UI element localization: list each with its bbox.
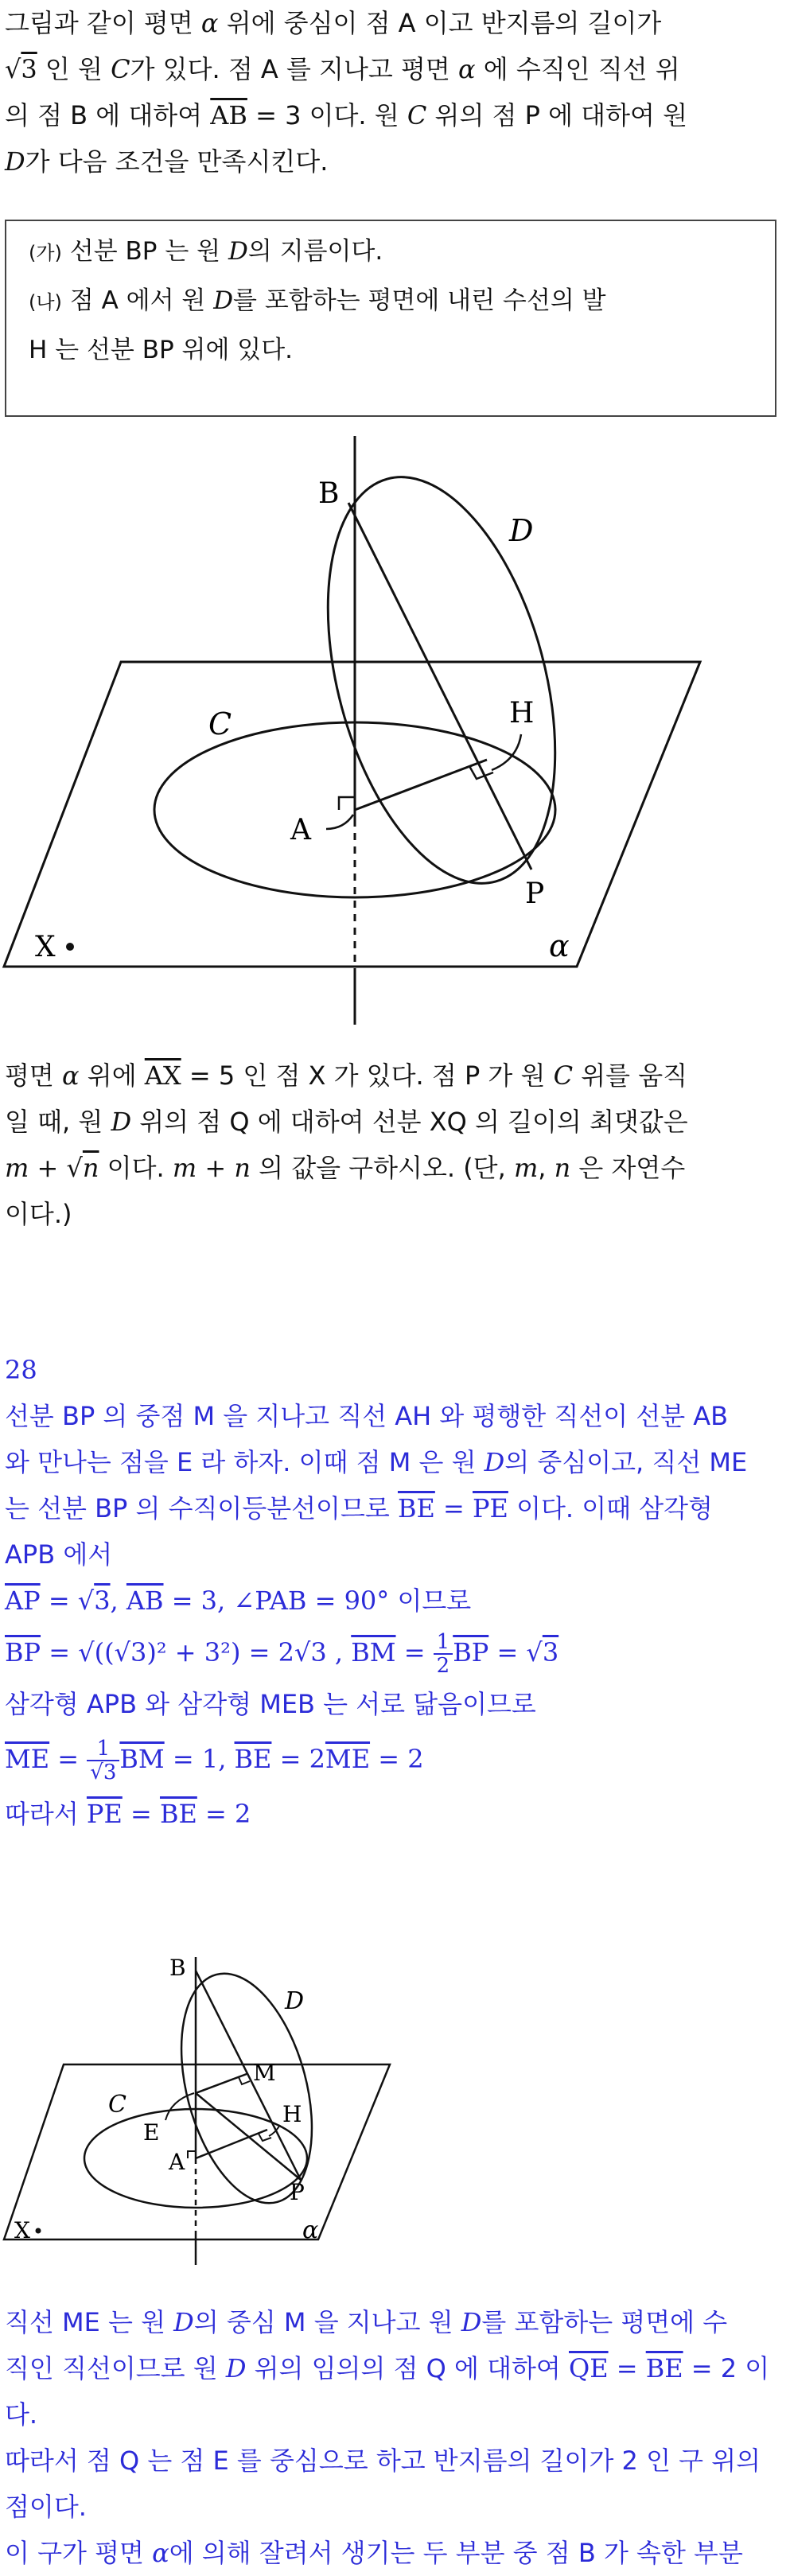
solution-line-3: 는 선분 BP 의 수직이등분선이므로 $\overline{BE} = \overline{PE}$ 이다. 이때 삼각형 [5,1493,713,1523]
label-C-2: C [108,2091,126,2119]
label-P-2: P [290,2179,305,2205]
solution-line-6: $\overline{BP} = √((√3)^2 + 3^2) = 2√3$ , $\overline{BM}$ = $\frac{1}{2}$ $\overline{BP} = √3$ [5,1630,559,1678]
circle-D [288,452,596,908]
question-text [5,1053,784,1237]
solution-line-7: 삼각형 APB 와 삼각형 MEB 는 서로 닮음이므로 [5,1689,536,1719]
problem-line-3: 의 점 B 에 대하여 $\overline{AB} = 3$ 이다. 원 C 위의 점 P 에 대하여 원 [5,100,687,130]
solution-text [5,1347,784,1837]
label-X-2: X [14,2217,30,2243]
solution-line-12: 다. [5,2399,38,2430]
plane-alpha-2 [4,2064,390,2239]
question-line-1: 평면 α 위에 $\overline{AX} = 5$ 인 점 X 가 있다. 점 P 가 원 C 위를 움직 [5,1060,688,1091]
right-angle-H-2 [259,2134,271,2141]
solution-line-13: 따라서 점 Q 는 점 E 를 중심으로 하고 반지름의 길이가 2 인 구 위의 [5,2446,761,2476]
label-P: P [525,877,545,910]
solution-line-1: 선분 BP 의 중점 M 을 지나고 직선 AH 와 평행한 직선이 선분 AB [5,1401,729,1431]
label-D-2: D [285,1987,305,2015]
segment-ME-2 [196,2074,247,2093]
point-X-2 [36,2228,41,2234]
fraction-one-over-root3: $\frac{1}{√3}$ [87,1737,119,1784]
label-A-2: A [169,2149,185,2175]
label-H: H [509,697,535,730]
problem-line-1: 그림과 같이 평면 α 위에 중심이 점 A 이고 반지름의 길이가 [5,8,662,38]
figure-1 [0,422,790,1034]
label-M-2: M [253,2060,276,2086]
label-C: C [208,706,232,741]
fraction-half: $\frac{1}{2}$ [434,1631,453,1677]
label-alpha-2: α [302,2216,319,2244]
label-H-2: H [282,2101,302,2127]
solution-text-continued [5,2299,784,2576]
condition-na: (나) 점 A 에서 원 D를 포함하는 평면에 내린 수선의 발 [29,286,606,315]
solution-line-8: $\overline{ME}$ = $\frac{1}{√3}$ $\overline{BM} = 1$, $\overline{BE} = 2\overline{ME} = 2$ [5,1737,424,1784]
circle-D-2 [158,1959,334,2218]
conditions-box [5,220,776,417]
label-B-2: B [169,1955,186,1981]
figure-2 [0,1953,790,2287]
problem-line-4: D가 다음 조건을 만족시킨다. [5,146,329,177]
label-X: X [35,931,56,963]
right-angle-A-2 [188,2151,196,2158]
label-D: D [509,513,534,548]
problem-line-2: √3 인 원 C가 있다. 점 A 를 지나고 평면 α 에 수직인 직선 위 [5,54,680,84]
solution-line-4: APB 에서 [5,1539,113,1570]
solution-line-14: 점이다. [5,2492,87,2522]
right-angle-A [339,797,355,810]
solution-line-2: 와 만나는 점을 E 라 하자. 이때 점 M 은 원 D의 중심이고, 직선 ME [5,1447,748,1477]
label-E-2: E [143,2119,160,2146]
leader-A [326,815,353,829]
condition-ga: (가) 선분 BP 는 원 D의 지름이다. [29,237,383,266]
segment-BP [348,503,534,870]
solution-line-15: 이 구가 평면 α에 의해 잘려서 생기는 두 부분 중 점 B 가 속한 부분 [5,2538,743,2568]
label-B: B [318,477,340,510]
right-angle-M-2 [239,2077,250,2084]
condition-na-cont: H 는 선분 BP 위에 있다. [29,336,294,364]
solution-line-10: 직선 ME 는 원 D의 중심 M 을 지나고 원 D를 포함하는 평면에 수 [5,2307,728,2337]
label-alpha: α [549,928,570,963]
solution-line-9: 따라서 $\overline{PE} = \overline{BE} = 2$ [5,1799,251,1829]
solution-line-11: 직인 직선이므로 원 D 위의 임의의 점 Q 에 대하여 $\overline{QE} = \overline{BE} = 2$ 이 [5,2353,770,2383]
problem-text [5,0,784,185]
segment-AH [355,760,487,810]
solution-line-5: $\overline{AP} = √3$, $\overline{AB} = 3$, ∠PAB = 90° 이므로 [5,1586,472,1616]
question-line-3: m + √n 이다. m + n 의 값을 구하시오. (단, m, n 은 자연수 [5,1153,686,1183]
question-line-4: 이다.) [5,1199,72,1229]
question-line-2: 일 때, 원 D 위의 점 Q 에 대하여 선분 XQ 의 길이의 최댓값은 [5,1107,688,1137]
solution-number: 28 [5,1355,37,1385]
point-X [66,943,74,951]
label-A: A [290,814,311,846]
plane-alpha [4,662,700,967]
